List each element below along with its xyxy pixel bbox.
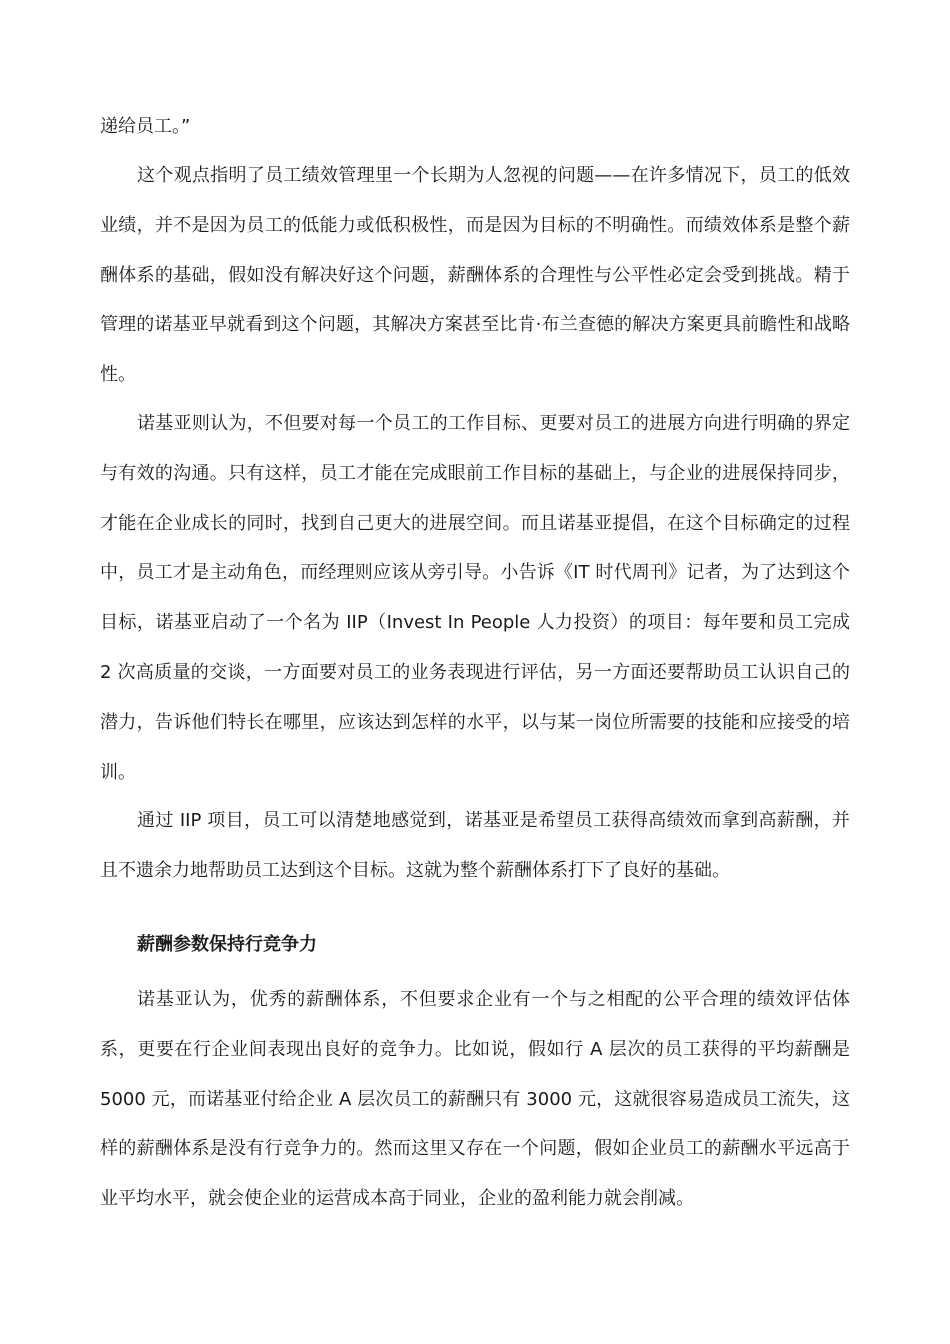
paragraph-performance-issue: 这个观点指明了员工绩效管理里一个长期为人忽视的问题——在许多情况下，员工的低效业绩，并不是因为员工的低能力或低积极性，而是因为目标的不明确性。而绩效体系是整个薪酬体系的基础，假如没有解决好这个问题，薪酬体系的合理性与公平性必定会受到挑战。精于管理的诺基亚早就看到这个问题，其解决方案甚至比肯·布兰查德的解决方案更具前瞻性和战略性。 — [100, 165, 850, 386]
section-heading: 薪酬参数保持行竞争力 — [137, 934, 317, 955]
paragraph-closing-quote: 递给员工。” — [100, 116, 191, 137]
paragraph-competitiveness: 诺基亚认为，优秀的薪酬体系，不但要求企业有一个与之相配的公平合理的绩效评估体系，更要在行企业间表现出良好的竞争力。比如说，假如行 A 层次的员工获得的平均薪酬是 5000 元，而诺基亚付给企业 A 层次员工的薪酬只有 3000 元，这就很容易造成员工流失，这样的薪酬体系是没有行竞争力的。然而这里又存在一个问题，假如企业员工的薪酬水平远高于业平均水平，就会使企业的运营成本高于同业，企业的盈利能力就会削减。 — [100, 989, 850, 1210]
paragraph-nokia-iip: 诺基亚则认为，不但要对每一个员工的工作目标、更要对员工的进展方向进行明确的界定与有效的沟通。只有这样，员工才能在完成眼前工作目标的基础上，与企业的进展保持同步，才能在企业成长的同时，找到自己更大的进展空间。而且诺基亚提倡，在这个目标确定的过程中，员工才是主动角色，而经理则应该从旁引导。小告诉《IT 时代周刊》记者，为了达到这个目标，诺基亚启动了一个名为 IIP（Invest In People 人力投资）的项目：每年要和员工完成 2 次高质量的交谈，一方面要对员工的业务表现进行评估，另一方面还要帮助员工认识自己的潜力，告诉他们特长在哪里，应该达到怎样的水平，以与某一岗位所需要的技能和应接受的培训。 — [100, 413, 850, 783]
paragraph-iip-result: 通过 IIP 项目，员工可以清楚地感觉到，诺基亚是希望员工获得高绩效而拿到高薪酬，并且不遗余力地帮助员工达到这个目标。这就为整个薪酬体系打下了良好的基础。 — [100, 810, 850, 881]
